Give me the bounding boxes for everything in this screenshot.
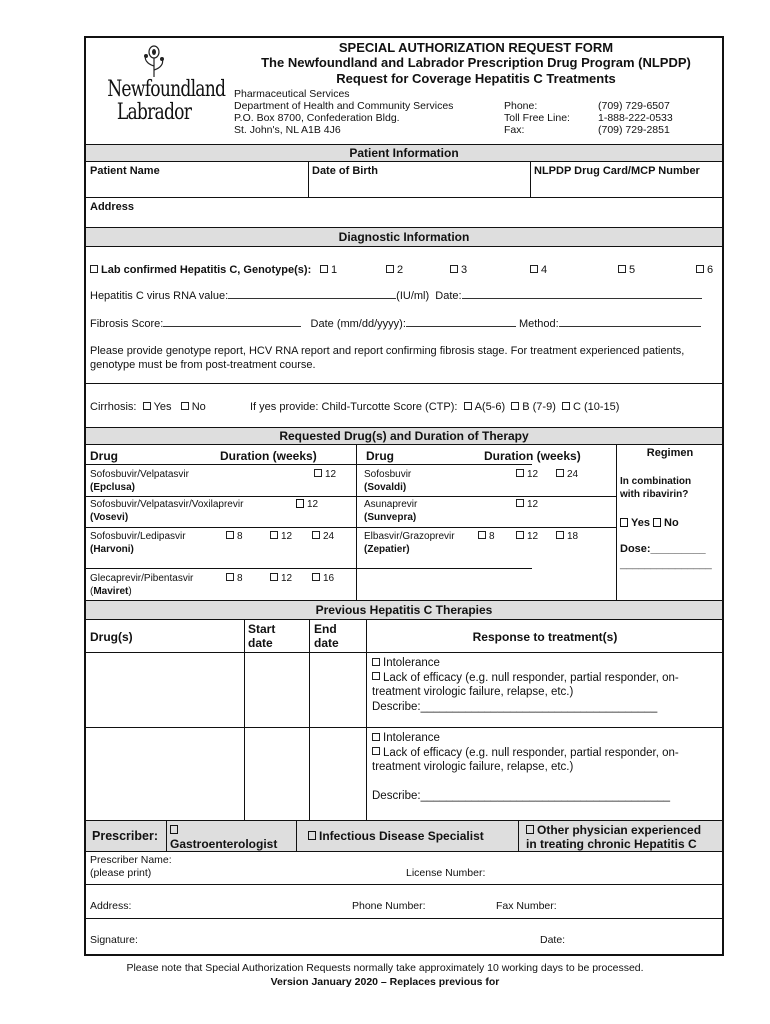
harvoni-8-option[interactable]: 8 [226, 530, 243, 543]
logo-line-1: Newfoundland [107, 77, 226, 102]
contact-labels [504, 100, 594, 136]
fibrosis-input[interactable] [163, 317, 301, 327]
fibrosis-label: Fibrosis Score: [90, 318, 164, 330]
response-header: Response to treatment(s) [472, 630, 618, 644]
signature-date-field[interactable]: Date: [540, 934, 566, 946]
prescriber-name-field[interactable]: Prescriber Name: (please print) [90, 854, 172, 879]
fibrosis-date-label: Date (mm/dd/yyyy): [310, 318, 406, 330]
lab-confirmed-checkbox[interactable] [90, 265, 98, 273]
zepatier-18-option[interactable]: 18 [556, 530, 578, 543]
lack-of-efficacy-checkbox[interactable] [372, 672, 380, 680]
toll-free-value: 1-888-222-0533 [598, 112, 673, 124]
rna-unit: (IU/ml) [396, 290, 430, 302]
dose-line[interactable]: _______________ [620, 558, 712, 570]
drug-zepatier: Elbasvir/Grazoprevir (Zepatier) [364, 531, 455, 555]
diagnostic-info-heading: Diagnostic Information [86, 227, 722, 247]
ctp-b-checkbox[interactable] [511, 402, 519, 410]
rna-label: Hepatitis C virus RNA value: [90, 290, 229, 302]
date-of-birth-field[interactable]: Date of Birth [312, 165, 378, 177]
ctp-row: If yes provide: Child-Turcotte Score (CTP): A(5-6) B (7-9) C (10-15) [250, 401, 620, 413]
fax-label: Fax: [504, 124, 525, 136]
sovaldi-12-option[interactable]: 12 [516, 468, 538, 481]
other-physician-option[interactable]: Other physician experienced in treating chronic Hepatitis C [526, 823, 702, 851]
previous-therapies-heading: Previous Hepatitis C Therapies [86, 600, 722, 620]
maviret-12-option[interactable]: 12 [270, 572, 292, 585]
harvoni-24-option[interactable]: 24 [312, 530, 334, 543]
start-date-header: Start date [248, 622, 276, 650]
form-subtitle-2: Request for Coverage Hepatitis C Treatments [336, 71, 616, 86]
prev-end-cell-2[interactable] [311, 729, 363, 819]
drug-harvoni: Sofosbuvir/Ledipasvir (Harvoni) [90, 531, 186, 555]
intolerance-checkbox[interactable] [372, 658, 380, 666]
describe-field[interactable]: Describe:_______________________________________ [372, 789, 671, 802]
org-line: Pharmaceutical Services [234, 88, 350, 100]
maviret-16-option[interactable]: 16 [312, 572, 334, 585]
ribavirin-question: In combination with ribavirin? [620, 476, 692, 500]
duration-header-left: Duration (weeks) [220, 449, 317, 463]
nl-logo [94, 42, 226, 138]
method-input[interactable] [559, 317, 701, 327]
genotype-5-option[interactable]: 5 [618, 263, 635, 277]
gastroenterologist-option[interactable]: Gastroenterologist [170, 823, 277, 851]
prev-drug-cell-1[interactable] [88, 654, 242, 726]
org-address [234, 88, 504, 136]
special-authorization-form [84, 36, 724, 956]
cirrhosis-yes-checkbox[interactable] [143, 402, 151, 410]
drug-vosevi: Sofosbuvir/Velpatasvir/Voxilaprevir (Vosevi) [90, 499, 244, 523]
zepatier-8-option[interactable]: 8 [478, 530, 495, 543]
drug-sovaldi: Sofosbuvir (Sovaldi) [364, 469, 412, 493]
patient-name-field[interactable]: Patient Name [90, 165, 160, 177]
org-line: St. John's, NL A1B 4J6 [234, 124, 341, 136]
ribavirin-options: Yes No [620, 516, 720, 530]
sovaldi-24-option[interactable]: 24 [556, 468, 578, 481]
version-note: Version January 2020 – Replaces previous for [270, 976, 500, 988]
prev-drug-cell-2[interactable] [88, 729, 242, 819]
ctp-label: If yes provide: Child-Turcotte Score (CTP): [250, 401, 458, 413]
prescriber-label: Prescriber: [92, 829, 159, 843]
license-number-field[interactable]: License Number: [406, 867, 486, 879]
cirrhosis-row: Cirrhosis: Yes No [90, 401, 206, 413]
intolerance-checkbox[interactable] [372, 733, 380, 741]
response-block-1: Intolerance Lack of efficacy (e.g. null responder, partial responder, on- treatment virologic failure, relapse, etc.) Describe:_____________________________________ [372, 656, 720, 714]
maviret-8-option[interactable]: 8 [226, 572, 243, 585]
rna-date-input[interactable] [462, 289, 702, 299]
drug-epclusa: Sofosbuvir/Velpatasvir (Epclusa) [90, 469, 189, 493]
cirrhosis-label: Cirrhosis: [90, 401, 137, 413]
drug-sunvepra: Asunaprevir (Sunvepra) [364, 499, 418, 523]
form-subtitle: The Newfoundland and Labrador Prescription Drug Program (NLPDP) [261, 55, 691, 70]
prev-drugs-header: Drug(s) [90, 630, 133, 644]
prescriber-fax-field[interactable]: Fax Number: [496, 900, 557, 912]
method-label: Method: [518, 318, 559, 330]
ctp-c-checkbox[interactable] [562, 402, 570, 410]
rna-input[interactable] [228, 289, 396, 299]
genotype-label: Lab confirmed Hepatitis C, Genotype(s): [101, 264, 312, 276]
org-line: P.O. Box 8700, Confederation Bldg. [234, 112, 400, 124]
contact-values [598, 100, 718, 136]
vosevi-12-option[interactable]: 12 [296, 498, 318, 511]
drug-header-right: Drug [366, 449, 394, 463]
genotype-3-option[interactable]: 3 [450, 263, 467, 277]
report-note: Please provide genotype report, HCV RNA report and report confirming fibrosis stage. For treatment experienced patients, genotype must be from post-treatment course. [90, 345, 685, 371]
dose-field[interactable]: Dose:_________ [620, 543, 706, 555]
duration-header-right: Duration (weeks) [484, 449, 581, 463]
end-date-header: End date [314, 622, 339, 650]
drug-card-number-field[interactable]: NLPDP Drug Card/MCP Number [534, 165, 700, 177]
ctp-a-checkbox[interactable] [464, 402, 472, 410]
prev-end-cell-1[interactable] [311, 654, 363, 726]
form-title: SPECIAL AUTHORIZATION REQUEST FORM [338, 40, 614, 55]
describe-field[interactable]: Describe:_____________________________________ [372, 700, 658, 713]
sunvepra-12-option[interactable]: 12 [516, 498, 538, 511]
regimen-header: Regimen [646, 447, 694, 459]
toll-free-label: Toll Free Line: [504, 112, 570, 124]
prev-start-cell-2[interactable] [246, 729, 306, 819]
prev-start-cell-1[interactable] [246, 654, 306, 726]
lack-of-efficacy-checkbox[interactable] [372, 747, 380, 755]
epclusa-12-option[interactable]: 12 [314, 468, 336, 481]
cirrhosis-no-checkbox[interactable] [181, 402, 189, 410]
prescriber-phone-field[interactable]: Phone Number: [352, 900, 426, 912]
genotype-2-option[interactable]: 2 [386, 263, 403, 277]
pitcher-plant-icon [139, 44, 169, 78]
prescriber-address-field[interactable]: Address: [90, 900, 132, 912]
address-field[interactable]: Address [90, 201, 135, 213]
requested-drugs-heading: Requested Drug(s) and Duration of Therapy [86, 427, 722, 445]
patient-info-heading: Patient Information [86, 144, 722, 162]
harvoni-12-option[interactable]: 12 [270, 530, 292, 543]
infectious-disease-option[interactable]: Infectious Disease Specialist [308, 829, 484, 843]
phone-value: (709) 729-6507 [598, 100, 670, 112]
ribavirin-no-checkbox[interactable] [653, 518, 661, 527]
fibrosis-row [90, 317, 720, 331]
genotype-1-option[interactable]: 1 [320, 263, 337, 277]
phone-label: Phone: [504, 100, 538, 112]
logo-line-2: Labrador [116, 100, 192, 125]
response-block-2: Intolerance Lack of efficacy (e.g. null responder, partial responder, on- treatment virologic failure, relapse, etc.) Describe:_______________________________________ [372, 731, 720, 803]
fibrosis-date-input[interactable] [406, 317, 516, 327]
drug-maviret: Glecaprevir/Pibentasvir (Maviret) [90, 573, 194, 597]
processing-note: Please note that Special Authorization Requests normally take approximately 10 working days to be processed. [126, 962, 644, 974]
signature-field[interactable]: Signature: [90, 934, 138, 946]
genotype-4-option[interactable]: 4 [530, 263, 547, 277]
drug-header-left: Drug [90, 449, 118, 463]
ribavirin-yes-checkbox[interactable] [620, 518, 628, 527]
org-line: Department of Health and Community Services [234, 100, 454, 112]
rna-date-label: Date: [435, 290, 462, 302]
genotype-checkbox-row [90, 263, 330, 277]
fax-value: (709) 729-2851 [598, 124, 670, 136]
rna-value-row [90, 289, 720, 303]
zepatier-12-option[interactable]: 12 [516, 530, 538, 543]
genotype-6-option[interactable]: 6 [696, 263, 713, 277]
